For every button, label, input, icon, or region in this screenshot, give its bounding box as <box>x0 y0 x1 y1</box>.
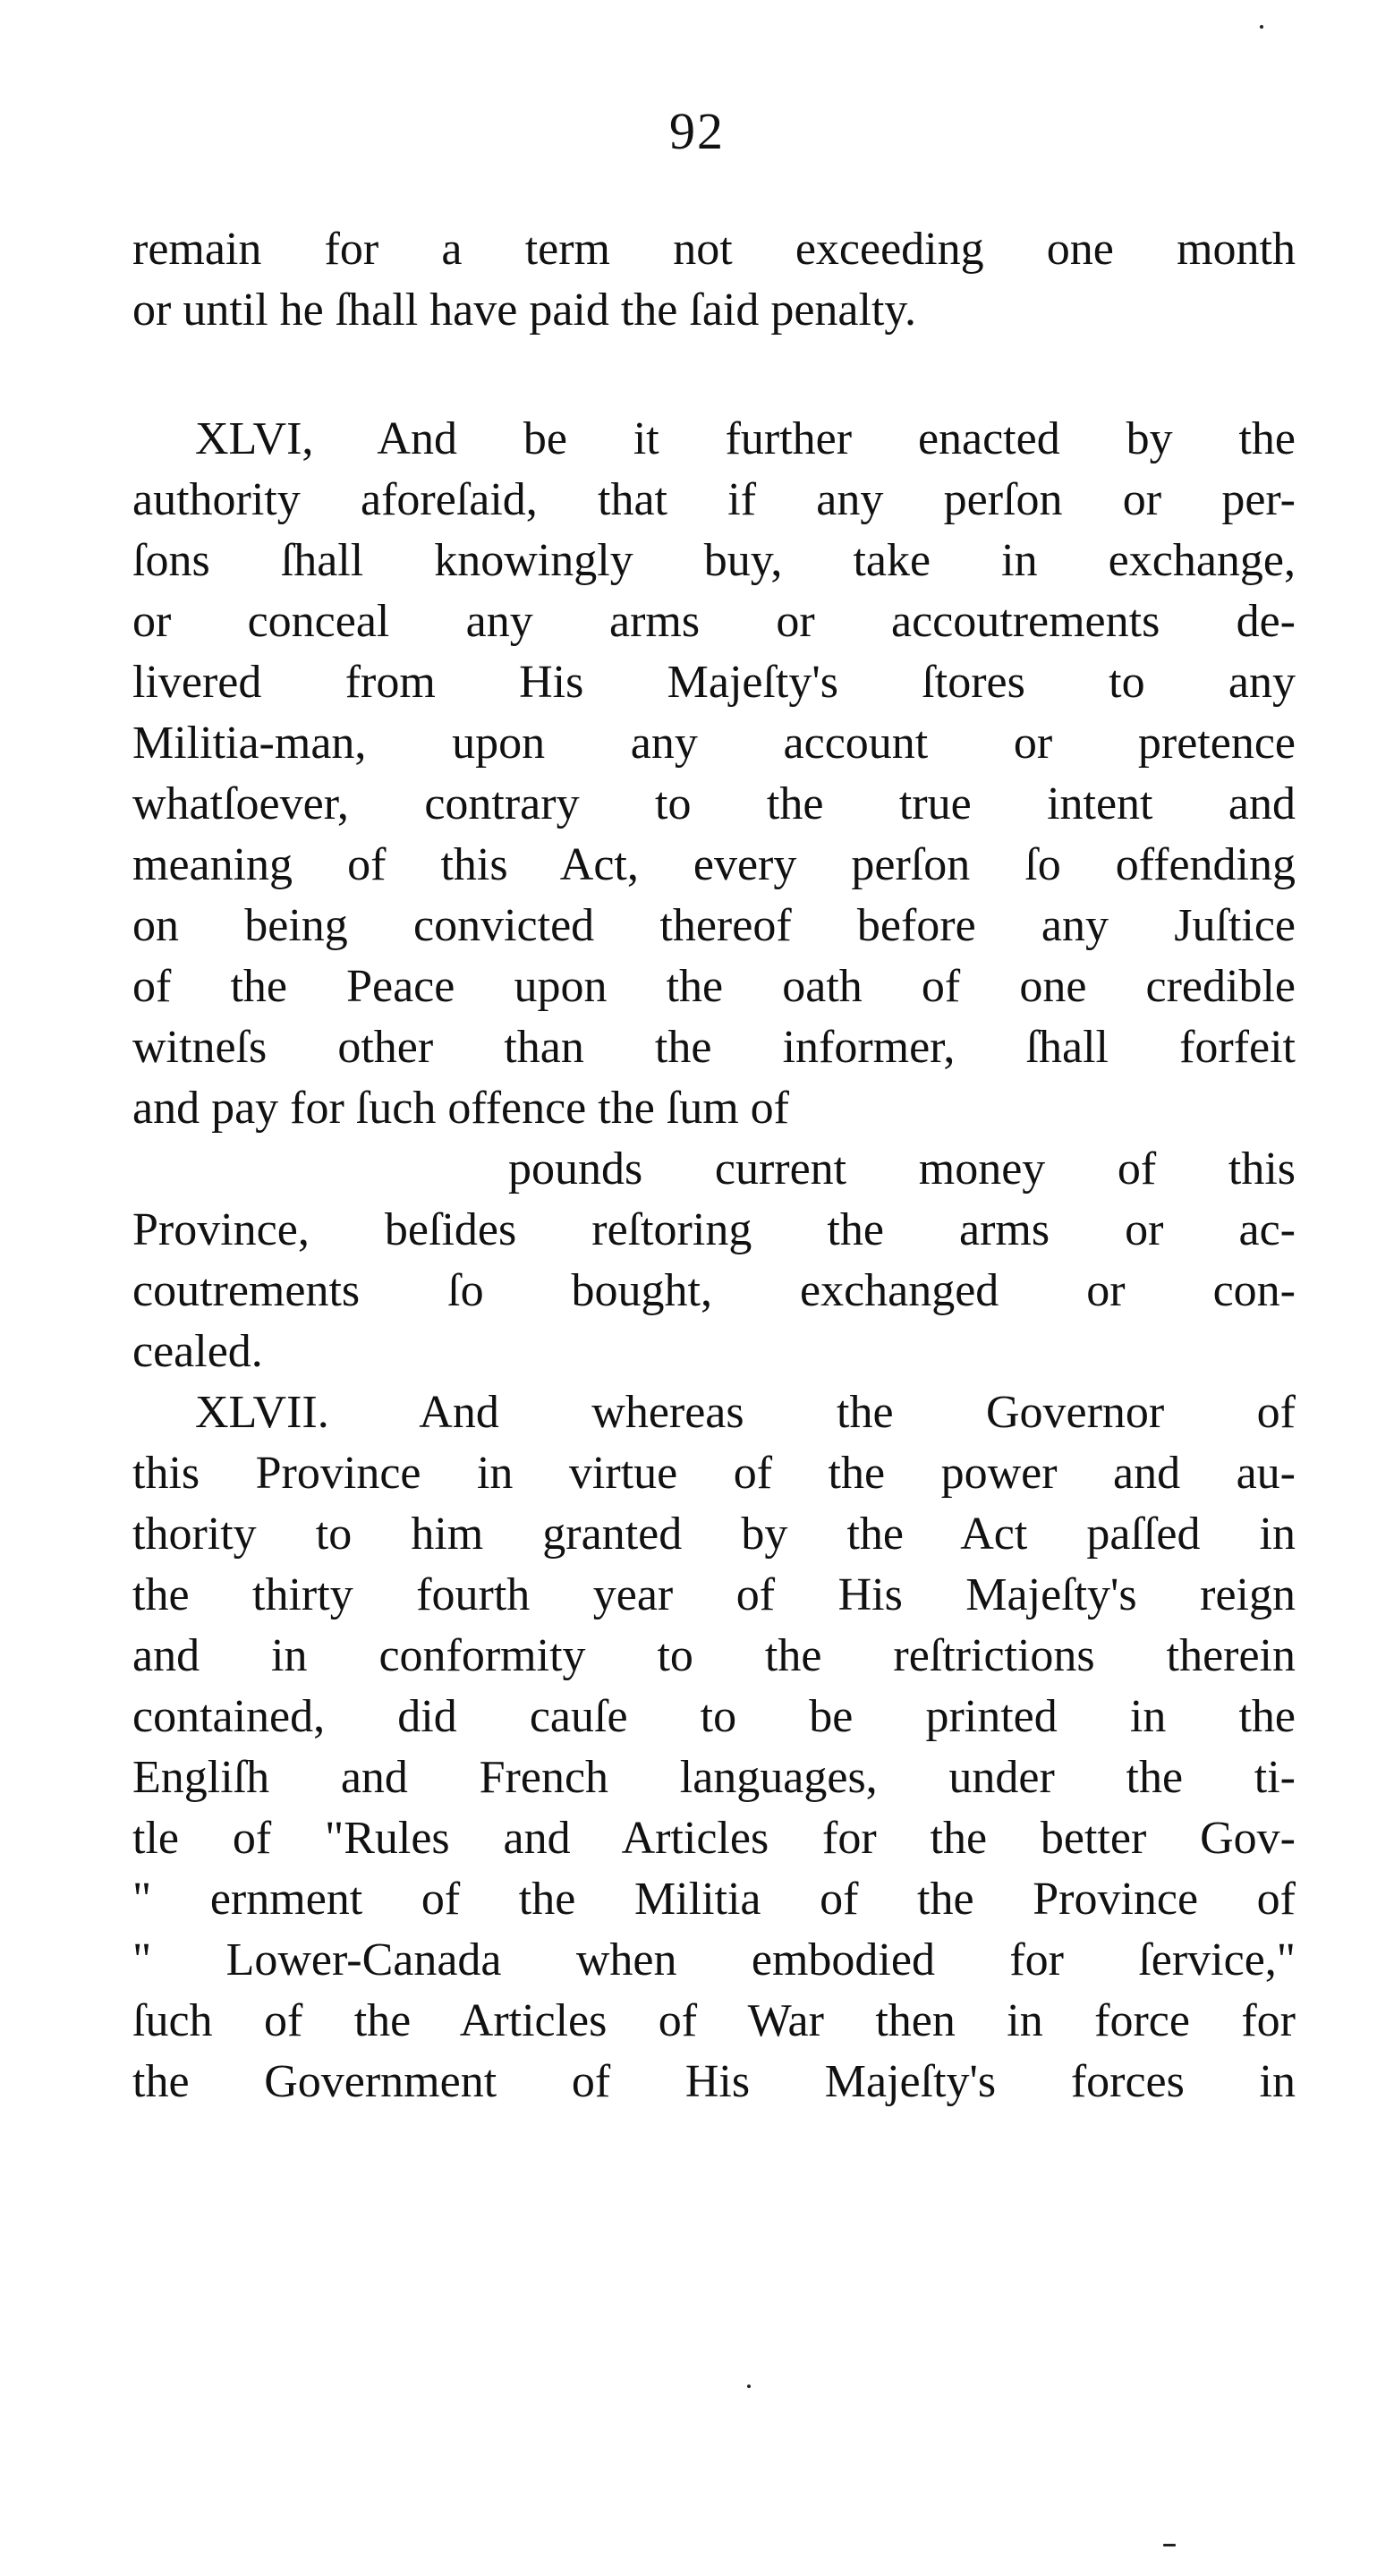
text-line: pounds current money of this <box>508 1143 1296 1194</box>
text-line: or conceal any arms or accoutrements de- <box>132 596 1296 647</box>
scan-speck <box>747 2385 751 2388</box>
section-heading-line: XLVII. And whereas the Governor of <box>195 1387 1296 1438</box>
text-line: remain for a term not exceeding one month <box>132 224 1296 275</box>
text-line: and in conformity to the reſtrictions therein <box>132 1630 1296 1681</box>
continuation-paragraph <box>132 219 1296 341</box>
section-xlvii <box>132 1382 1296 2113</box>
text-line: tle of "Rules and Articles for the better Gov- <box>132 1813 1296 1864</box>
text-line: " ernment of the Militia of the Province of <box>132 1874 1296 1925</box>
text-line: this Province in virtue of the power and au- <box>132 1448 1296 1499</box>
text-line: Province, beſides reſtoring the arms or ac- <box>132 1204 1296 1255</box>
page-number: 92 <box>669 102 725 160</box>
text-line: " Lower-Canada when embodied for ſervice," <box>132 1934 1296 1985</box>
text-line: ſons ſhall knowingly buy, take in exchange, <box>132 535 1296 586</box>
text-line: the thirty fourth year of His Majeſty's reign <box>132 1569 1296 1620</box>
text-line: Engliſh and French languages, under the ti- <box>132 1752 1296 1803</box>
text-line: livered from His Majeſty's ſtores to any <box>132 657 1296 708</box>
text-line: cealed. <box>132 1326 263 1377</box>
text-line: authority aforeſaid, that if any perſon or per- <box>132 474 1296 525</box>
section-heading-line: XLVI, And be it further enacted by the <box>195 413 1296 464</box>
text-line: the Government of His Majeſty's forces in <box>132 2056 1296 2107</box>
text-line: contained, did cauſe to be printed in the <box>132 1691 1296 1742</box>
text-line: meaning of this Act, every perſon ſo offending <box>132 839 1296 890</box>
text-line: thority to him granted by the Act paſſed in <box>132 1509 1296 1560</box>
text-line: coutrements ſo bought, exchanged or con- <box>132 1265 1296 1316</box>
section-xlvi <box>132 409 1296 1382</box>
scan-speck <box>1163 2544 1176 2546</box>
text-line: ſuch of the Articles of War then in force for <box>132 1995 1296 2046</box>
text-line: of the Peace upon the oath of one credible <box>132 961 1296 1012</box>
scan-speck <box>1260 25 1263 29</box>
text-line: or until he ſhall have paid the ſaid penalty. <box>132 285 917 336</box>
text-line: and pay for ſuch offence the ſum of <box>132 1083 789 1134</box>
text-line: witneſs other than the informer, ſhall forfeit <box>132 1022 1296 1073</box>
text-line: Militia-man, upon any account or pretence <box>132 718 1296 769</box>
text-line: on being convicted thereof before any Juſtice <box>132 900 1296 951</box>
text-line: whatſoever, contrary to the true intent and <box>132 778 1296 829</box>
